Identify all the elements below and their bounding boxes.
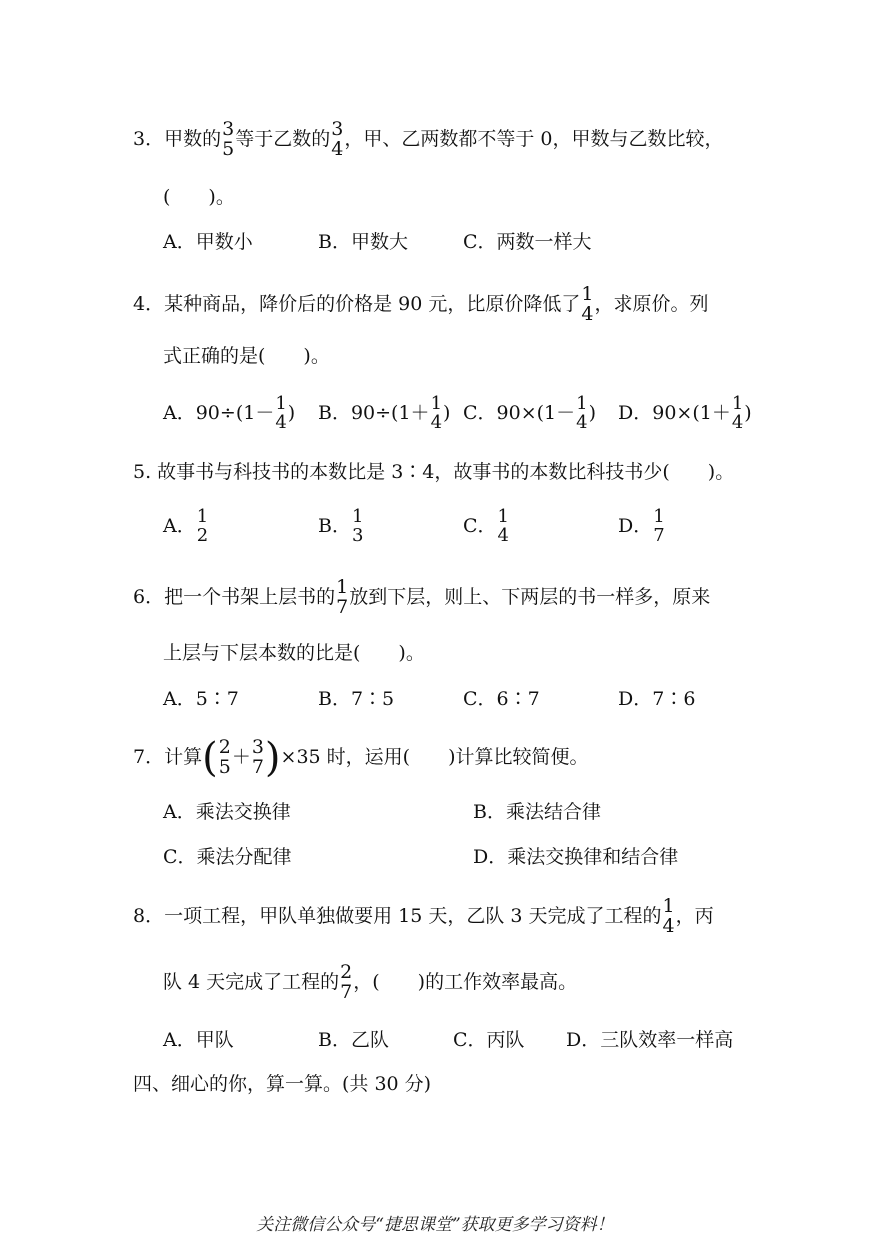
q8-text: 队 4 天完成了工程的 bbox=[163, 970, 340, 993]
q5-option-a[interactable]: A． 1 2 bbox=[163, 506, 209, 546]
q3-option-a[interactable]: A．甲数小 bbox=[163, 231, 253, 253]
q3-blank: ( )。 bbox=[163, 186, 235, 208]
footer-notice: 关注微信公众号“捷思课堂”获取更多学习资料！ bbox=[256, 1215, 614, 1235]
q5-option-b[interactable]: B． 1 3 bbox=[318, 506, 364, 546]
q6-text: 放到下层，则上、下两层的书一样多，原来 bbox=[349, 585, 711, 608]
q4-number: 4． bbox=[133, 292, 165, 315]
q3-text: 等于乙数的 bbox=[235, 127, 331, 150]
q3-fraction-a: 3 5 bbox=[222, 118, 235, 160]
q7-fraction-b: 3 7 bbox=[251, 736, 264, 778]
q4-option-d[interactable]: D．90×(1＋ 1 4 ) bbox=[618, 393, 752, 433]
q7-text: 计算 bbox=[164, 746, 203, 768]
q8-text: ，丙 bbox=[675, 904, 714, 927]
q6-option-d[interactable]: D．7∶6 bbox=[618, 688, 696, 710]
q3-line1 bbox=[133, 120, 723, 160]
section-heading: 四、细心的你，算一算。(共 30 分) bbox=[133, 1073, 432, 1095]
q8-number: 8． bbox=[133, 904, 165, 927]
q6-text: 把一个书架上层书的 bbox=[164, 585, 336, 608]
q6-option-c[interactable]: C．6∶7 bbox=[463, 688, 540, 710]
q5-text: 5. 故事书与科技书的本数比是 3∶4，故事书的本数比科技书少( )。 bbox=[133, 461, 735, 483]
q8-option-d[interactable]: D．三队效率一样高 bbox=[566, 1029, 734, 1051]
plus-sign: ＋ bbox=[231, 746, 251, 768]
q3-text: 甲数的 bbox=[164, 127, 222, 150]
q8-line2 bbox=[163, 963, 577, 1003]
q7-option-b[interactable]: B．乘法结合律 bbox=[473, 801, 601, 823]
left-paren-icon: ( bbox=[202, 735, 218, 781]
q6-line2: 上层与下层本数的比是( )。 bbox=[163, 642, 425, 664]
q4-option-c[interactable]: C．90×(1－ 1 4 ) bbox=[463, 393, 597, 433]
q6-option-b[interactable]: B．7∶5 bbox=[318, 688, 395, 710]
q6-line1 bbox=[133, 578, 710, 618]
q5-option-c[interactable]: C． 1 4 bbox=[463, 506, 509, 546]
q7-option-d[interactable]: D．乘法交换律和结合律 bbox=[473, 846, 679, 868]
q6-number: 6． bbox=[133, 585, 165, 608]
q8-text: 一项工程，甲队单独做要用 15 天，乙队 3 天完成了工程的 bbox=[164, 904, 662, 927]
q7-text: ×35 时，运用( )计算比较简便。 bbox=[280, 746, 589, 768]
q7-fraction-a: 2 5 bbox=[218, 736, 231, 778]
q3-number: 3． bbox=[133, 127, 165, 150]
q3-text: ，甲、乙两数都不等于 0，甲数与乙数比较， bbox=[344, 127, 724, 150]
q7-number: 7． bbox=[133, 746, 165, 768]
q4-line1 bbox=[133, 285, 708, 325]
q7-line1 bbox=[133, 735, 589, 781]
q4-option-b[interactable]: B．90÷(1＋ 1 4 ) bbox=[318, 393, 451, 433]
q8-option-b[interactable]: B．乙队 bbox=[318, 1029, 389, 1051]
q8-fraction-b: 2 7 bbox=[340, 961, 353, 1003]
q3-option-c[interactable]: C．两数一样大 bbox=[463, 231, 592, 253]
q3-option-b[interactable]: B．甲数大 bbox=[318, 231, 408, 253]
q8-fraction-a: 1 4 bbox=[662, 895, 675, 937]
q7-option-c[interactable]: C．乘法分配律 bbox=[163, 846, 292, 868]
q4-fraction: 1 4 bbox=[581, 283, 594, 325]
q7-option-a[interactable]: A．乘法交换律 bbox=[163, 801, 291, 823]
q6-fraction: 1 7 bbox=[336, 576, 349, 618]
q5-option-d[interactable]: D． 1 7 bbox=[618, 506, 665, 546]
q4-line2: 式正确的是( )。 bbox=[163, 345, 330, 367]
q8-option-a[interactable]: A．甲队 bbox=[163, 1029, 234, 1051]
q3-fraction-b: 3 4 bbox=[331, 118, 344, 160]
q6-option-a[interactable]: A．5∶7 bbox=[163, 688, 239, 710]
q8-line1 bbox=[133, 897, 714, 937]
q4-text: ，求原价。列 bbox=[594, 292, 709, 315]
q8-text: ，( )的工作效率最高。 bbox=[353, 970, 578, 993]
q4-text: 某种商品，降价后的价格是 90 元，比原价降低了 bbox=[164, 292, 581, 315]
right-paren-icon: ) bbox=[264, 735, 281, 781]
q4-option-a[interactable]: A．90÷(1－ 1 4 ) bbox=[163, 393, 296, 433]
q8-option-c[interactable]: C．丙队 bbox=[453, 1029, 525, 1051]
